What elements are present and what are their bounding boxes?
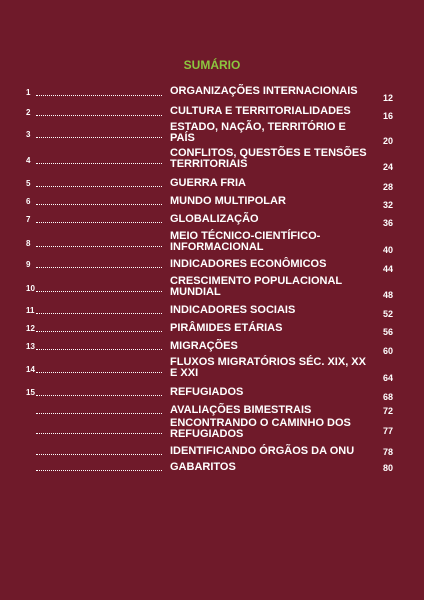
entry-title: INDICADORES ECONÔMICOS xyxy=(170,258,327,270)
entry-page: 56 xyxy=(382,327,393,337)
dot-leader xyxy=(36,222,162,223)
entry-page: 77 xyxy=(382,426,393,436)
dot-leader xyxy=(36,137,162,138)
entry-number: 2 xyxy=(26,108,31,117)
entry-page: 32 xyxy=(382,200,393,210)
entry-title: MEIO TÉCNICO-CIENTÍFICO-INFORMACIONAL xyxy=(170,230,321,253)
entry-number: 13 xyxy=(26,342,35,351)
entry-number: 11 xyxy=(26,306,35,315)
entry-number: 3 xyxy=(26,130,31,139)
dot-leader xyxy=(36,331,162,332)
dot-leader xyxy=(36,163,162,164)
dot-leader xyxy=(36,115,162,116)
entry-number: 6 xyxy=(26,197,31,206)
entry-title: CONFLITOS, QUESTÕES E TENSÕES TERRITORIAIS xyxy=(170,147,367,170)
entry-number: 12 xyxy=(26,324,35,333)
entry-page: 80 xyxy=(382,463,393,473)
entry-title: CULTURA E TERRITORIALIDADES xyxy=(170,105,351,117)
entry-title: INDICADORES SOCIAIS xyxy=(170,304,296,316)
dot-leader xyxy=(36,433,162,434)
entry-number: 15 xyxy=(26,388,35,397)
dot-leader xyxy=(36,186,162,187)
entry-title: ESTADO, NAÇÃO, TERRITÓRIO E PAÍS xyxy=(170,121,346,144)
dot-leader xyxy=(36,267,162,268)
entry-title: IDENTIFICANDO ÓRGÃOS DA ONU xyxy=(170,445,355,457)
entry-page: 48 xyxy=(382,290,393,300)
entry-number: 14 xyxy=(26,365,35,374)
dot-leader xyxy=(36,349,162,350)
entry-title: FLUXOS MIGRATÓRIOS SÉC. XIX, XX E XXI xyxy=(170,356,366,379)
dot-leader xyxy=(36,470,162,471)
dot-leader xyxy=(36,372,162,373)
dot-leader xyxy=(36,454,162,455)
entry-page: 20 xyxy=(382,136,393,146)
entry-title: MIGRAÇÕES xyxy=(170,340,238,352)
entry-number: 8 xyxy=(26,239,31,248)
toc-title: SUMÁRIO xyxy=(183,58,241,72)
entry-page: 64 xyxy=(382,373,393,383)
entry-number: 7 xyxy=(26,215,31,224)
entry-number: 10 xyxy=(26,284,35,293)
entry-page: 40 xyxy=(382,245,393,255)
entry-page: 16 xyxy=(382,111,393,121)
entry-title: GABARITOS xyxy=(170,461,236,473)
entry-page: 36 xyxy=(382,218,393,228)
entry-page: 78 xyxy=(382,447,393,457)
entry-page: 24 xyxy=(382,162,393,172)
entry-page: 28 xyxy=(382,182,393,192)
dot-leader xyxy=(36,95,162,96)
entry-title: PIRÂMIDES ETÁRIAS xyxy=(170,322,283,334)
dot-leader xyxy=(36,246,162,247)
entry-title: ENCONTRANDO O CAMINHO DOS REFUGIADOS xyxy=(170,417,351,440)
entry-page: 52 xyxy=(382,309,393,319)
dot-leader xyxy=(36,204,162,205)
entry-title: REFUGIADOS xyxy=(170,386,244,398)
entry-number: 5 xyxy=(26,179,31,188)
dot-leader xyxy=(36,291,162,292)
entry-title: GLOBALIZAÇÃO xyxy=(170,213,259,225)
dot-leader xyxy=(36,413,162,414)
entry-number: 1 xyxy=(26,88,31,97)
entry-page: 72 xyxy=(382,406,393,416)
entry-title: CRESCIMENTO POPULACIONAL MUNDIAL xyxy=(170,275,342,298)
entry-title: GUERRA FRIA xyxy=(170,177,246,189)
entry-number: 4 xyxy=(26,156,31,165)
entry-title: MUNDO MULTIPOLAR xyxy=(170,195,286,207)
dot-leader xyxy=(36,395,162,396)
entry-number: 9 xyxy=(26,260,31,269)
entry-page: 44 xyxy=(382,264,393,274)
entry-title: ORGANIZAÇÕES INTERNACIONAIS xyxy=(170,85,358,97)
entry-page: 68 xyxy=(382,392,393,402)
dot-leader xyxy=(36,313,162,314)
entry-page: 12 xyxy=(382,93,393,103)
entry-page: 60 xyxy=(382,346,393,356)
entry-title: AVALIAÇÕES BIMESTRAIS xyxy=(170,404,312,416)
